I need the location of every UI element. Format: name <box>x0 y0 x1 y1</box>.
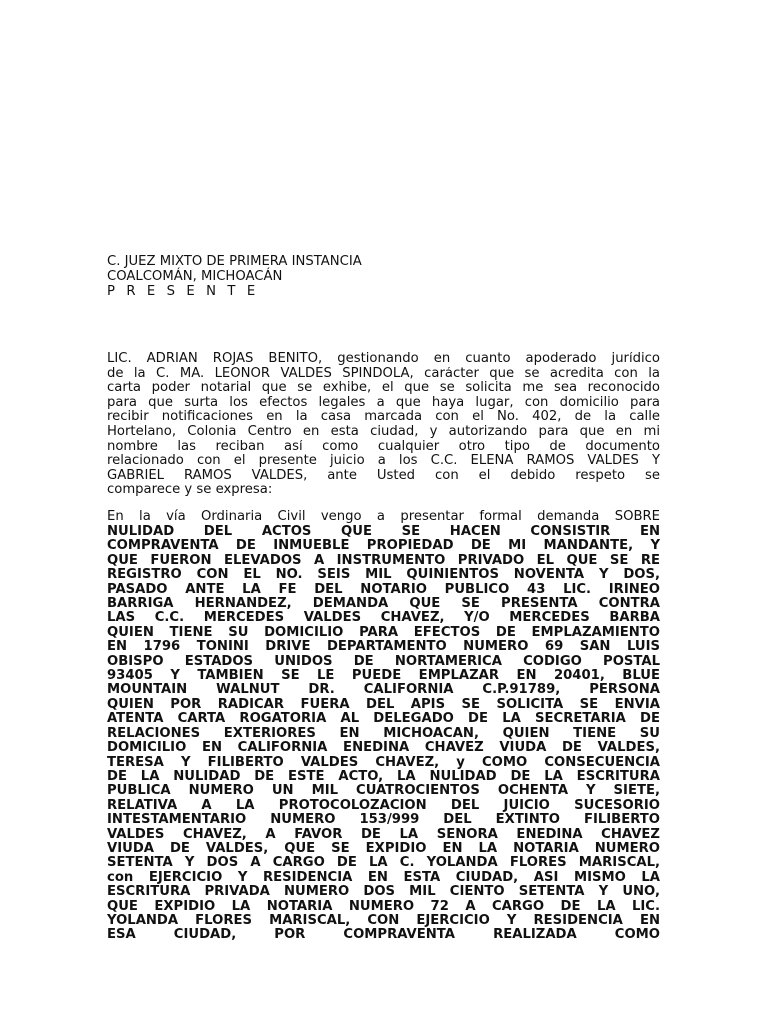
paragraph-line: DE LA NULIDAD DE ESTE ACTO, LA NULIDAD DE LA ESCRITURA <box>107 769 660 784</box>
paragraph-line: SETENTA Y DOS A CARGO DE LA C. YOLANDA FLORES MARISCAL, <box>107 856 660 871</box>
paragraph-claim-intro: En la vía Ordinaria Civil vengo a presentar formal demanda SOBRE <box>107 509 660 524</box>
paragraph-line: 93405 Y TAMBIEN SE LE PUEDE EMPLAZAR EN 20401, BLUE <box>107 669 660 684</box>
paragraph-line: relacionado con el presente juicio a los C.C. ELENA RAMOS VALDES Y <box>107 454 660 469</box>
paragraph-line: REGISTRÓ CON EL NO. SEIS MIL QUINIENTOS NOVENTA Y DOS, <box>107 568 660 583</box>
paragraph-line: COMPRAVENTA DE INMUEBLE PROPIEDAD DE MI MANDANTE, Y <box>107 539 660 554</box>
paragraph-line: ATENTA CARTA ROGATORIA AL DELEGADO DE LA SECRETARÍA DE <box>107 712 660 727</box>
paragraph-line: DOMICILIO EN CALIFORNIA ENEDINA CHAVEZ VIUDA DE VALDES, <box>107 741 660 756</box>
paragraph-line: BARRIGA HERNÁNDEZ, DEMANDA QUE SE PRESENTA CONTRA <box>107 597 660 612</box>
paragraph-line: OBISPO ESTADOS UNIDOS DE NORTAMÉRICA CODIGO POSTAL <box>107 654 660 669</box>
paragraph-line: EN 1796 TONINI DRIVE DEPARTAMENTO NÚMERO 69 SAN LUIS <box>107 640 660 655</box>
addressee-presente: P R E S E N T E <box>107 284 259 299</box>
paragraph-appearance <box>107 352 660 498</box>
paragraph-line: GABRIEL RAMOS VALDES, ante Usted con el debido respeto se <box>107 468 660 483</box>
paragraph-line: RELACIONES EXTERIORES EN MICHOACAN, QUIEN TIENE SU <box>107 726 660 741</box>
paragraph-line: TERESA Y FILIBERTO VALDES CHAVEZ, y COMO CONSECUENCIA <box>107 755 660 770</box>
paragraph-line: comparece y se expresa: <box>107 483 273 498</box>
paragraph-line: INTESTAMENTARIO NÚMERO 153/999 DEL EXTINTO FILIBERTO <box>107 813 660 828</box>
paragraph-line: NULIDAD DEL ACTOS QUE SE HACEN CONSISTIR EN <box>107 525 660 539</box>
paragraph-line: Hortelano, Colonia Centro en esta ciudad, y autorizando para que en mi <box>107 424 660 439</box>
paragraph-line: RELATIVA A LA PROTOCOLOZACIÓN DEL JUICIO SUCESORIO <box>107 798 660 813</box>
paragraph-line: de la C. MA. LEONOR VALDES SPINDOLA, carácter que se acredita con la <box>107 366 660 381</box>
paragraph-line: VIUDA DE VALDES, QUE SE EXPIDIÓ EN LA NOTARÍA NÚMERO <box>107 841 660 856</box>
paragraph-line: ESCRITURA PRIVADA NÚMERO DOS MIL CIENTO SETENTA Y UNO, <box>107 885 660 900</box>
paragraph-claim <box>107 525 660 943</box>
paragraph-line: QUIEN POR RADICAR FUERA DEL APIS SE SOLICITA SE ENVÍA <box>107 697 660 712</box>
paragraph-line: LIC. ADRIAN ROJAS BENITO, gestionando en cuanto apoderado jurídico <box>107 352 660 366</box>
paragraph-line: PASADO ANTE LA FE DEL NOTARIO PÚBLICO 43 LIC. IRINEO <box>107 582 660 597</box>
paragraph-line: nombre las reciban así como cualquier otro tipo de documento <box>107 439 660 454</box>
paragraph-line: carta poder notarial que se exhibe, el que se solicita me sea reconocido <box>107 381 660 396</box>
addressee-judge: C. JUEZ MIXTO DE PRIMERA INSTANCIA <box>107 254 362 269</box>
paragraph-line: ESA CIUDAD, POR COMPRAVENTA REALIZADA COMO <box>107 928 660 943</box>
paragraph-line: MOUNTAIN WALNUT DR. CALIFORNIA C.P.91789, PERSONA <box>107 683 660 698</box>
paragraph-line: LAS C.C. MERCEDES VALDES CHAVEZ, Y/O MERCEDES BARBA <box>107 611 660 626</box>
addressee-location: COALCOMÁN, MICHOACÁN <box>107 269 283 284</box>
paragraph-line: recibir notificaciones en la casa marcada con el No. 402, de la calle <box>107 410 660 425</box>
paragraph-line: con EJERCICIO Y RESIDENCIA EN ESTA CIUDAD, ASÍ MISMO LA <box>107 870 660 885</box>
paragraph-line: VALDES CHAVEZ, A FAVOR DE LA SEÑORA ENEDINA CHAVEZ <box>107 827 660 842</box>
paragraph-line: QUE EXPIDIÓ LA NOTARIA NUMERO 72 A CARGO DE LA LIC. <box>107 899 660 914</box>
addressee-block <box>107 254 667 299</box>
paragraph-line: para que surta los efectos legales a que haya lugar, con domicilio para <box>107 395 660 410</box>
paragraph-line: YOLANDA FLORES MARISCAL, CON EJERCICIO Y RESIDENCIA EN <box>107 913 660 928</box>
paragraph-line: QUIEN TIENE SU DOMICILIO PARA EFECTOS DE EMPLAZAMIENTO <box>107 625 660 640</box>
paragraph-line: QUE FUERON ELEVADOS A INSTRUMENTO PRIVADO EL QUE SE RE <box>107 553 660 568</box>
paragraph-line: PÚBLICA NÚMERO UN MIL CUATROCIENTOS OCHENTA Y SIETE, <box>107 784 660 799</box>
